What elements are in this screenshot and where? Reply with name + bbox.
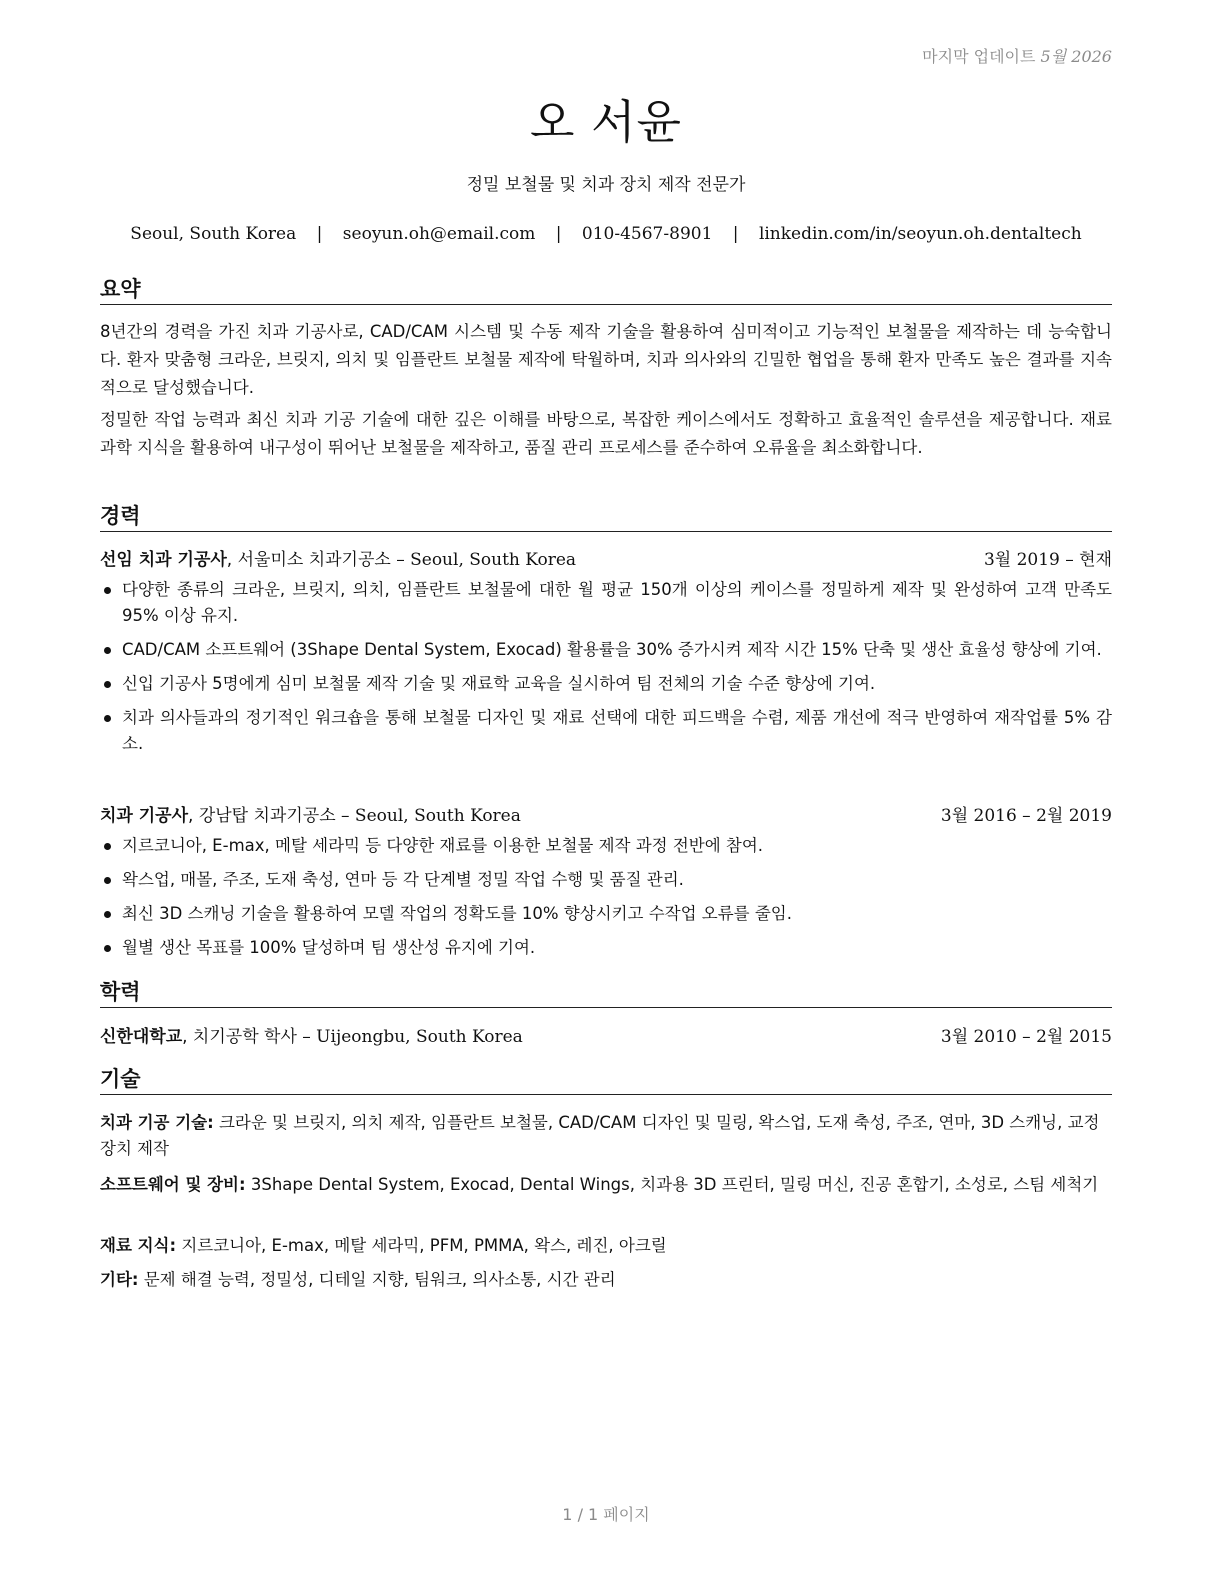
contact-separator: | [316,224,323,244]
summary-paragraph: 8년간의 경력을 가진 치과 기공사로, CAD/CAM 시스템 및 수동 제작 기술을 활용하여 심미적이고 기능적인 보철물을 제작하는 데 능숙합니다. 환자 맞춤형 크라운, 브릿지, 의치 및 임플란트 보철물 제작에 탁월하며, 치과 의사와의 긴밀한 협업을 통해 환자 만족도 높은 결과를 지속적으로 달성했습니다. [100,322,1112,397]
contact-location: Seoul, South Korea [130,224,297,244]
skill-row [100,1172,1112,1198]
contact-phone[interactable]: 010-4567-8901 [581,224,713,244]
skill-category: 치과 기공 기술: [100,1113,214,1132]
resume-page [100,0,1112,1584]
skill-category: 소프트웨어 및 장비: [100,1175,246,1194]
last-updated-label: 마지막 업데이트 [922,47,1036,66]
job-dates: 3월 2019 – 현재 [983,550,1112,570]
bullet-item: 왁스업, 매몰, 주조, 도재 축성, 연마 등 각 단계별 정밀 작업 수행 및 품질 관리. [100,867,1112,893]
bullet-item: 최신 3D 스캐닝 기술을 활용하여 모델 작업의 정확도를 10% 향상시키고 수작업 오류를 줄임. [100,901,1112,927]
summary-paragraph: 정밀한 작업 능력과 최신 치과 기공 기술에 대한 깊은 이해를 바탕으로, 복잡한 케이스에서도 정확하고 효율적인 솔루션을 제공합니다. 재료 과학 지식을 활용하여 내구성이 뛰어난 보철물을 제작하고, 품질 관리 프로세스를 준수하여 오류율을 최소화합니다. [100,410,1112,457]
page-number: 1 / 1 페이지 [562,1505,650,1524]
education-location: – Uijeongbu, South Korea [296,1027,523,1047]
education-entry [100,1024,1112,1050]
contact-email[interactable]: seoyun.oh@email.com [342,224,536,244]
section-title-experience: 경력 [100,503,1112,532]
education-dates: 3월 2010 – 2월 2015 [940,1027,1112,1047]
candidate-tagline: 정밀 보철물 및 치과 장치 제작 전문가 [466,175,746,195]
education-degree: , 치기공학 학사 [182,1027,297,1047]
job-bullets [100,833,1112,969]
candidate-name: 오 서윤 [530,95,682,149]
skill-list: 지르코니아, E-max, 메탈 세라믹, PFM, PMMA, 왁스, 레진, 아크릴 [176,1236,667,1255]
job-dates: 3월 2016 – 2월 2019 [940,806,1112,826]
last-updated-date: 5월 2026 [1040,47,1112,66]
contact-linkedin[interactable]: linkedin.com/in/seoyun.oh.dentaltech [758,224,1082,244]
job-location: – Seoul, South Korea [390,550,577,570]
contact-line [100,224,1112,244]
skill-list: 문제 해결 능력, 정밀성, 디테일 지향, 팀워크, 의사소통, 시간 관리 [138,1270,616,1289]
skill-category: 기타: [100,1270,139,1289]
section-title-education: 학력 [100,979,1112,1008]
skill-category: 재료 지식: [100,1236,177,1255]
skill-row [100,1110,1112,1162]
bullet-item: 지르코니아, E-max, 메탈 세라믹 등 다양한 재료를 이용한 보철물 제작 과정 전반에 참여. [100,833,1112,859]
skill-list: 3Shape Dental System, Exocad, Dental Wings, 치과용 3D 프린터, 밀링 머신, 진공 혼합기, 소성로, 스팀 세척기 [245,1175,1099,1194]
contact-separator: | [732,224,739,244]
section-title-skills: 기술 [100,1066,1112,1095]
section-title-summary: 요약 [100,276,1112,305]
job-header [100,803,1112,829]
bullet-item: 치과 의사들과의 정기적인 워크숍을 통해 보철물 디자인 및 재료 선택에 대한 피드백을 수렴, 제품 개선에 적극 반영하여 재작업률 5% 감소. [100,705,1112,757]
job-company: , 서울미소 치과기공소 [226,550,391,570]
job-company: , 강남탑 치과기공소 [188,806,336,826]
bullet-item: 다양한 종류의 크라운, 브릿지, 의치, 임플란트 보철물에 대한 월 평균 150개 이상의 케이스를 정밀하게 제작 및 완성하여 고객 만족도 95% 이상 유지. [100,577,1112,629]
job-role: 선임 치과 기공사 [100,550,227,570]
bullet-item: 월별 생산 목표를 100% 달성하며 팀 생산성 유지에 기여. [100,935,1112,961]
job-bullets [100,577,1112,765]
skill-list: 크라운 및 브릿지, 의치 제작, 임플란트 보철물, CAD/CAM 디자인 및 밀링, 왁스업, 도재 축성, 주조, 연마, 3D 스캐닝, 교정 장치 제작 [100,1113,1100,1158]
bullet-item: CAD/CAM 소프트웨어 (3Shape Dental System, Exocad) 활용률을 30% 증가시켜 제작 시간 15% 단축 및 생산 효율성 향상에 기여. [100,637,1112,663]
skill-row [100,1233,1112,1259]
contact-separator: | [555,224,562,244]
job-location: – Seoul, South Korea [335,806,521,826]
bullet-item: 신입 기공사 5명에게 심미 보철물 제작 기술 및 재료학 교육을 실시하여 팀 전체의 기술 수준 향상에 기여. [100,671,1112,697]
job-header [100,547,1112,573]
last-updated [922,44,1112,67]
education-school: 신한대학교 [100,1027,183,1047]
skill-row [100,1267,1112,1293]
job-role: 치과 기공사 [100,806,189,826]
